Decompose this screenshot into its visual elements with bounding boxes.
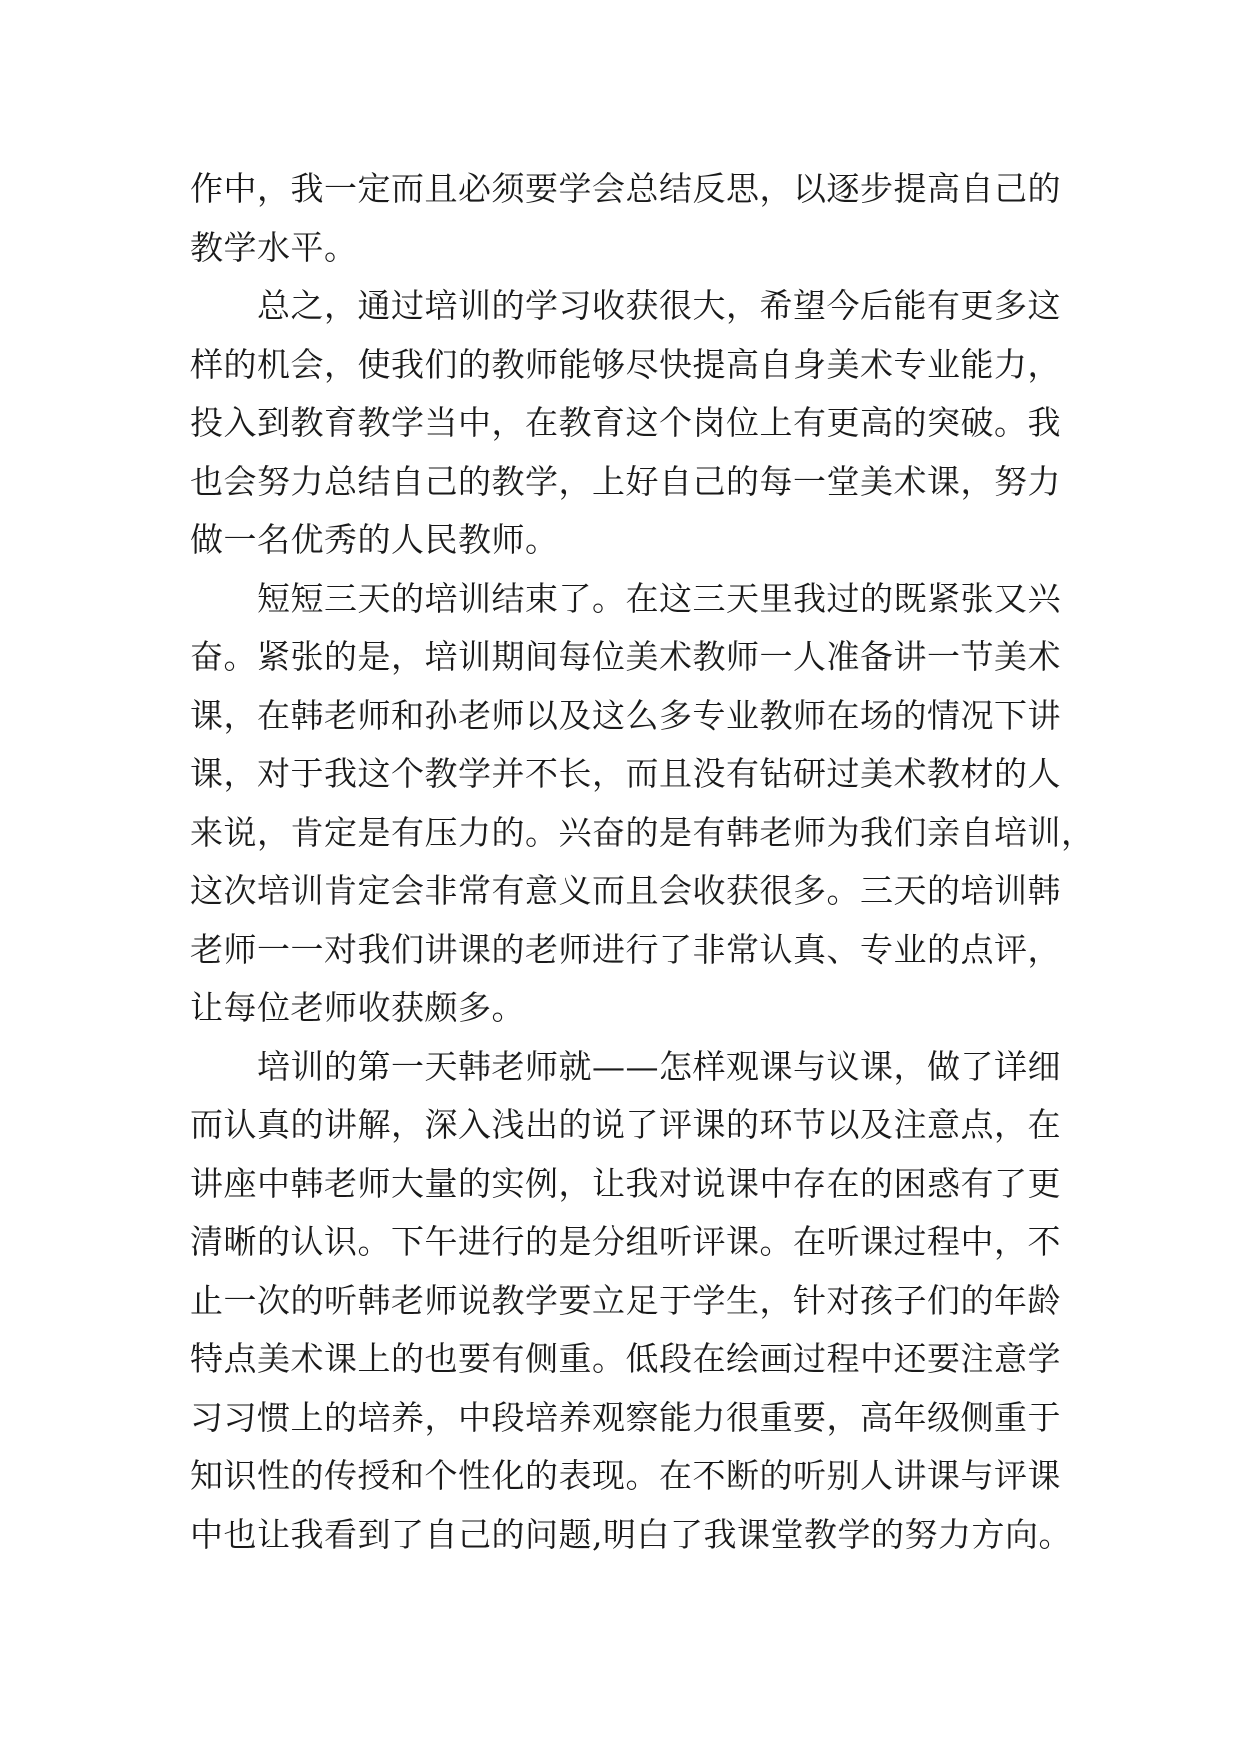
- text-line: 讲座中韩老师大量的实例，让我对说课中存在的困惑有了更: [190, 1163, 1061, 1203]
- text-line: 特点美术课上的也要有侧重。低段在绘画过程中还要注意学: [190, 1339, 1061, 1378]
- text-line: 中也让我看到了自己的问题,明白了我课堂教学的努力方向。: [190, 1514, 1072, 1554]
- text-line: 清晰的认识。下午进行的是分组听评课。在听课过程中，不: [190, 1222, 1061, 1261]
- text-line: 总之，通过培训的学习收获很大，希望今后能有更多这: [190, 286, 1061, 325]
- text-line: 来说，肯定是有压力的。兴奋的是有韩老师为我们亲自培训，: [190, 812, 1095, 852]
- text-line: 课，对于我这个教学并不长，而且没有钻研过美术教材的人: [190, 754, 1061, 793]
- text-line: 让每位老师收获颇多。: [190, 988, 525, 1027]
- text-line: 而认真的讲解，深入浅出的说了评课的环节以及注意点，在: [190, 1105, 1061, 1144]
- text-line: 老师一一对我们讲课的老师进行了非常认真、专业的点评，: [190, 929, 1061, 969]
- text-line: 奋。紧张的是，培训期间每位美术教师一人准备讲一节美术: [190, 637, 1061, 676]
- text-line: 短短三天的培训结束了。在这三天里我过的既紧张又兴: [190, 578, 1061, 618]
- text-line: 样的机会，使我们的教师能够尽快提高自身美术专业能力，: [190, 344, 1061, 384]
- text-line: 做一名优秀的人民教师。: [190, 520, 559, 559]
- text-line: 知识性的传授和个性化的表现。在不断的听别人讲课与评课: [190, 1456, 1061, 1495]
- text-line: 止一次的听韩老师说教学要立足于学生，针对孩子们的年龄: [190, 1280, 1061, 1320]
- text-line: 这次培训肯定会非常有意义而且会收获很多。三天的培训韩: [190, 871, 1061, 910]
- text-line: 也会努力总结自己的教学，上好自己的每一堂美术课，努力: [190, 461, 1061, 501]
- text-line: 培训的第一天韩老师就——怎样观课与议课，做了详细: [190, 1046, 1061, 1086]
- text-line: 教学水平。: [190, 227, 358, 267]
- text-line: 习习惯上的培养，中段培养观察能力很重要，高年级侧重于: [190, 1397, 1061, 1437]
- document-body: [190, 160, 1095, 1564]
- text-line: 作中，我一定而且必须要学会总结反思，以逐步提高自己的: [190, 169, 1061, 208]
- text-line: 课，在韩老师和孙老师以及这么多专业教师在场的情况下讲: [190, 695, 1061, 735]
- text-line: 投入到教育教学当中，在教育这个岗位上有更高的突破。我: [190, 403, 1061, 442]
